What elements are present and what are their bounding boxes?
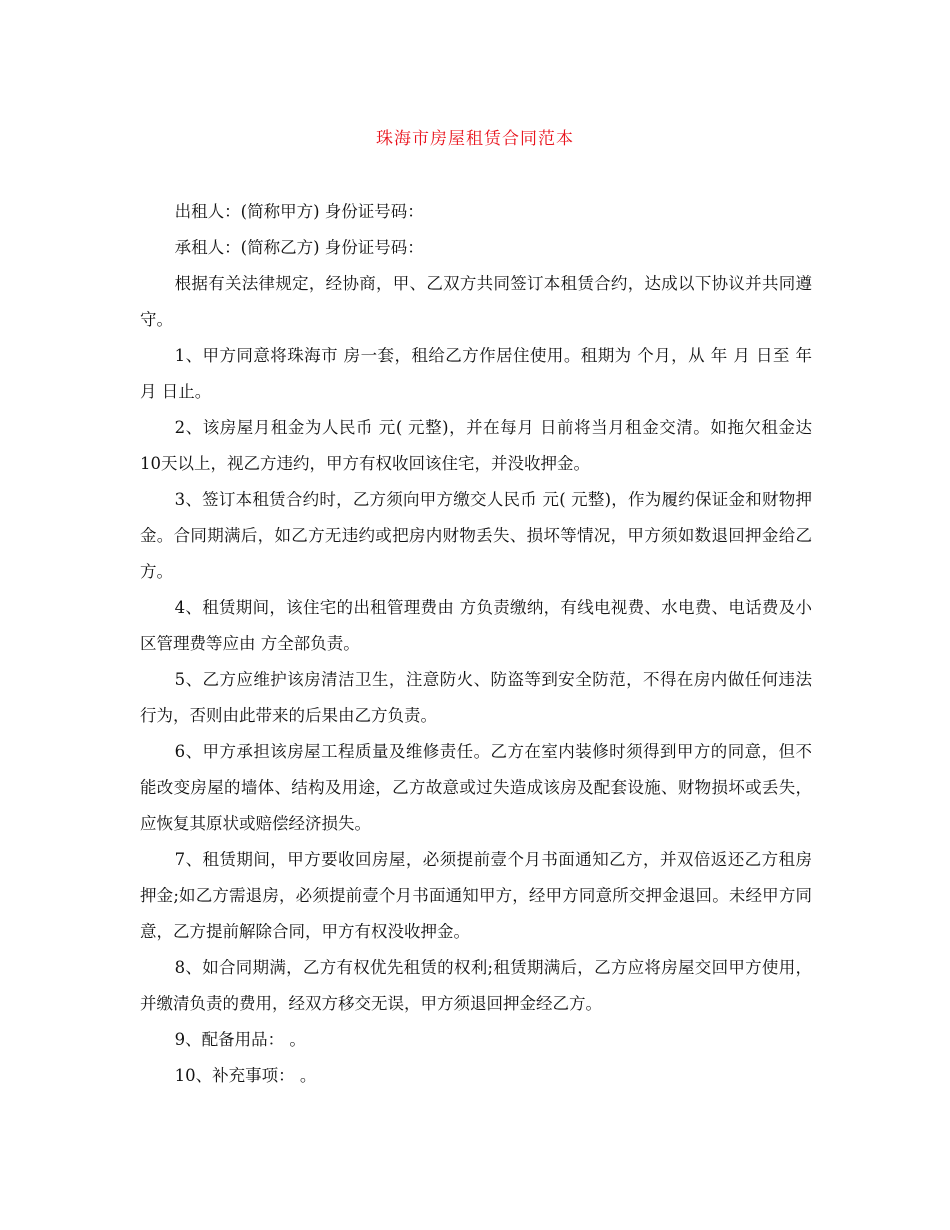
clause-8: 8、如合同期满，乙方有权优先租赁的权利;租赁期满后，乙方应将房屋交回甲方使用，并缴清负责的费用，经双方移交无误，甲方须退回押金经乙方。: [140, 958, 812, 1013]
paragraph-preamble: 根据有关法律规定，经协商，甲、乙双方共同签订本租赁合约，达成以下协议并共同遵守。: [140, 274, 812, 329]
document-title: 珠海市房屋租赁合同范本: [376, 129, 574, 149]
clause-2: 2、该房屋月租金为人民币 元( 元整)，并在每月 日前将当月租金交清。如拖欠租金达10天以上，视乙方违约，甲方有权收回该住宅，并没收押金。: [140, 418, 812, 473]
clause-6: 6、甲方承担该房屋工程质量及维修责任。乙方在室内装修时须得到甲方的同意，但不能改变房屋的墙体、结构及用途，乙方故意或过失造成该房及配套设施、财物损坏或丢失，应恢复其原状或赔偿经济损失。: [140, 742, 812, 833]
clause-5: 5、乙方应维护该房清洁卫生，注意防火、防盗等到安全防范，不得在房内做任何违法行为，否则由此带来的后果由乙方负责。: [140, 670, 812, 725]
clause-3: 3、签订本租赁合约时，乙方须向甲方缴交人民币 元( 元整)，作为履约保证金和财物押金。合同期满后，如乙方无违约或把房内财物丢失、损坏等情况，甲方须如数退回押金给乙方。: [140, 490, 812, 581]
clause-7: 7、租赁期间，甲方要收回房屋，必须提前壹个月书面通知乙方，并双倍返还乙方租房押金;如乙方需退房，必须提前壹个月书面通知甲方，经甲方同意所交押金退回。未经甲方同意，乙方提前解除合同，甲方有权没收押金。: [140, 850, 812, 941]
clause-1: 1、甲方同意将珠海市 房一套，租给乙方作居住使用。租期为 个月，从 年 月 日至 年 月 日止。: [140, 346, 812, 401]
clause-4: 4、租赁期间，该住宅的出租管理费由 方负责缴纳，有线电视费、水电费、电话费及小区管理费等应由 方全部负责。: [140, 598, 812, 653]
document-body: [140, 194, 812, 1094]
paragraph-lessee: 承租人：(简称乙方) 身份证号码：: [174, 238, 424, 257]
clause-9: 9、配备用品： 。: [174, 1030, 306, 1049]
clause-10: 10、补充事项： 。: [174, 1066, 317, 1085]
paragraph-lessor: 出租人：(简称甲方) 身份证号码：: [174, 202, 424, 221]
